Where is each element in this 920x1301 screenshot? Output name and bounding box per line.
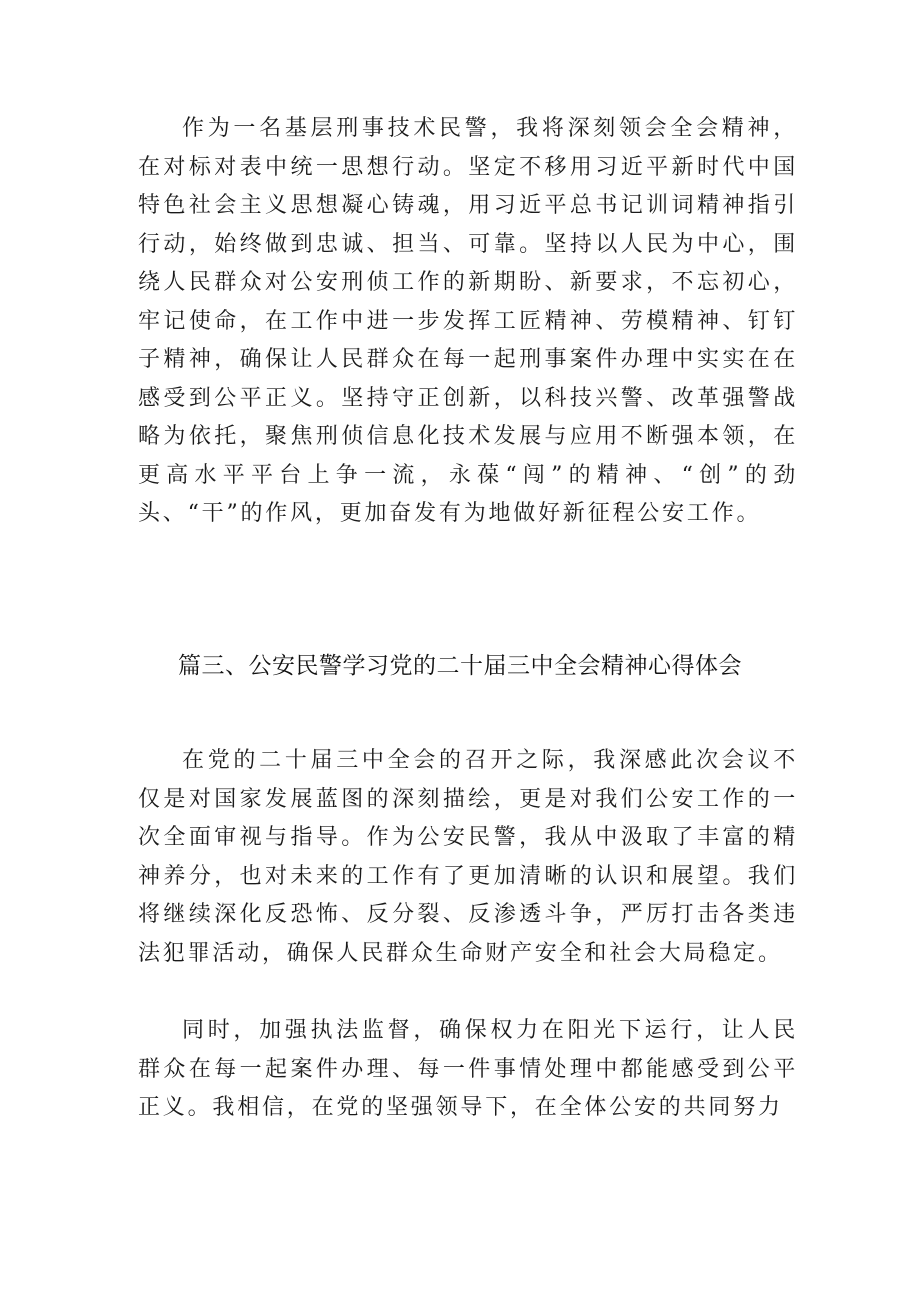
body-paragraph: 作为一名基层刑事技术民警，我将深刻领会全会精神，在对标对表中统一思想行动。坚定不移用习近平新时代中国特色社会主义思想凝心铸魂，用习近平总书记训词精神指引行动，始终做到忠诚、担当、可靠。坚持以人民为中心，围绕人民群众对公安刑侦工作的新期盼、新要求，不忘初心，牢记使命，在工作中进一步发挥工匠精神、劳模精神、钉钉子精神，确保让人民群众在每一起刑事案件办理中实实在在感受到公平正义。坚持守正创新，以科技兴警、改革强警战略为依托，聚焦刑侦信息化技术发展与应用不断强本领，在更高水平平台上争一流，永葆“闯”的精神、“创”的劲头、“干”的作风，更加奋发有为地做好新征程公安工作。 — [138, 116, 798, 526]
body-paragraph: 同时，加强执法监督，确保权力在阳光下运行，让人民群众在每一起案件办理、每一件事情处理中都能感受到公平正义。我相信，在党的坚强领导下，在全体公安的共同努力 — [138, 1018, 798, 1120]
section-heading: 篇三、公安民警学习党的二十届三中全会精神心得体会 — [178, 653, 742, 679]
body-paragraph: 在党的二十届三中全会的召开之际，我深感此次会议不仅是对国家发展蓝图的深刻描绘，更是对我们公安工作的一次全面审视与指导。作为公安民警，我从中汲取了丰富的精神养分，也对未来的工作有了更加清晰的认识和展望。我们将继续深化反恐怖、反分裂、反渗透斗争，严厉打击各类违法犯罪活动，确保人民群众生命财产安全和社会大局稳定。 — [138, 748, 798, 966]
